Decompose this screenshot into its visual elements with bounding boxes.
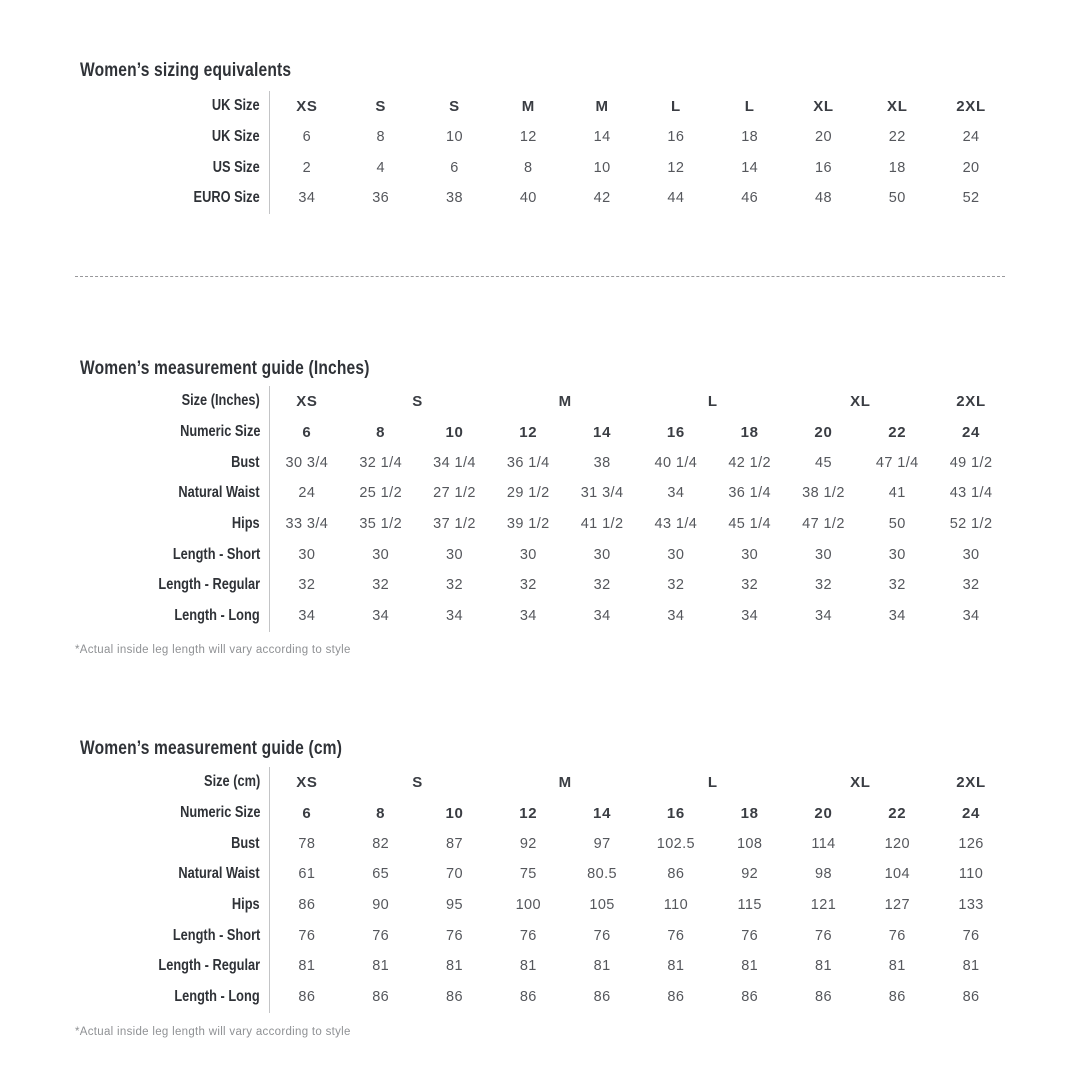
size-value-cell: 86	[519, 989, 537, 1006]
size-value-cell: 115	[737, 897, 762, 914]
measurement-table-inches	[80, 386, 1010, 632]
size-group-header-row	[80, 767, 1010, 798]
row-label: Length - Long	[80, 601, 270, 632]
size-value-cell: 52 1/2	[949, 516, 993, 533]
size-value-cell: 86	[593, 989, 611, 1006]
size-value-cell: 6	[302, 423, 312, 441]
size-group-header: XS	[296, 773, 318, 791]
size-value-cell: 16	[815, 159, 832, 176]
table-row	[80, 798, 1010, 829]
size-value-cell: XL	[886, 97, 908, 115]
row-label: Length - Long	[80, 982, 270, 1013]
table-row	[80, 417, 1010, 448]
size-value-cell: 43 1/4	[654, 516, 698, 533]
size-group-header: 2XL	[956, 392, 986, 410]
size-value-cell: 18	[740, 804, 759, 822]
size-value-cell: 98	[815, 866, 832, 883]
size-group-header: XL	[850, 392, 871, 410]
size-value-cell: 34	[298, 608, 316, 625]
size-value-cell: 29 1/2	[506, 485, 550, 502]
size-value-cell: 14	[741, 159, 759, 176]
size-value-cell: 43 1/4	[949, 485, 993, 502]
size-value-cell: 8	[376, 423, 386, 441]
size-value-cell: 104	[884, 866, 910, 883]
table-row	[80, 982, 1010, 1013]
size-group-header: 2XL	[956, 773, 986, 791]
size-value-cell: 82	[372, 835, 390, 852]
table-row	[80, 920, 1010, 951]
size-value-cell: 81	[446, 958, 463, 975]
size-value-cell: 30	[372, 546, 390, 563]
size-value-cell: 32	[519, 577, 537, 594]
size-group-header: S	[412, 773, 423, 791]
size-value-cell: 86	[667, 989, 685, 1006]
size-value-cell: 76	[593, 927, 611, 944]
size-value-cell: 10	[446, 129, 463, 146]
size-value-cell: 81	[888, 958, 906, 975]
size-value-cell: 32	[446, 577, 463, 594]
size-value-cell: 52	[962, 190, 980, 207]
size-value-cell: 50	[888, 190, 906, 207]
size-value-cell: 76	[667, 927, 685, 944]
size-value-cell: 49 1/2	[949, 454, 993, 471]
size-value-cell: 30	[519, 546, 537, 563]
table-row	[80, 183, 1010, 214]
size-value-cell: 86	[888, 989, 906, 1006]
size-value-cell: 18	[740, 423, 759, 441]
size-value-cell: 48	[815, 190, 832, 207]
size-value-cell: 32	[888, 577, 906, 594]
size-value-cell: 47 1/2	[802, 516, 845, 533]
size-value-cell: S	[375, 97, 387, 115]
size-value-cell: 16	[666, 423, 685, 441]
size-value-cell: 40	[519, 190, 537, 207]
size-value-cell: L	[670, 97, 681, 115]
row-label: US Size	[80, 152, 270, 183]
size-value-cell: 102.5	[656, 835, 696, 852]
size-value-cell: 24	[962, 804, 981, 822]
size-value-cell: 81	[962, 958, 980, 975]
size-value-cell: 76	[741, 927, 759, 944]
row-label: UK Size	[80, 122, 270, 153]
size-value-cell: 34	[741, 608, 759, 625]
size-value-cell: 34	[667, 485, 685, 502]
table-row	[80, 859, 1010, 890]
size-value-cell: 36	[372, 190, 390, 207]
size-value-cell: 86	[741, 989, 759, 1006]
size-value-cell: 18	[888, 159, 906, 176]
size-value-cell: 12	[519, 129, 537, 146]
size-value-cell: 110	[958, 866, 984, 883]
size-value-cell: 110	[663, 897, 689, 914]
row-label: Length - Regular	[80, 570, 270, 601]
size-value-cell: 81	[593, 958, 611, 975]
size-value-cell: 76	[962, 927, 980, 944]
size-value-cell: 86	[298, 989, 316, 1006]
table-row	[80, 539, 1010, 570]
row-label: Hips	[80, 509, 270, 540]
size-value-cell: 92	[519, 835, 537, 852]
size-value-cell: 61	[298, 866, 316, 883]
size-value-cell: 38	[593, 454, 611, 471]
size-value-cell: 34	[667, 608, 685, 625]
size-value-cell: 78	[298, 835, 316, 852]
size-value-cell: XL	[813, 97, 834, 115]
size-value-cell: 16	[666, 804, 685, 822]
size-value-cell: 12	[519, 804, 538, 822]
size-value-cell: 126	[958, 835, 984, 852]
size-value-cell: 30	[962, 546, 980, 563]
table-row	[80, 890, 1010, 921]
size-value-cell: XS	[296, 97, 318, 115]
size-value-cell: 76	[815, 927, 832, 944]
size-value-cell: 86	[667, 866, 685, 883]
size-value-cell: 8	[376, 129, 385, 146]
size-value-cell: 30	[298, 546, 316, 563]
size-value-cell: 45 1/4	[728, 516, 772, 533]
size-value-cell: 22	[888, 423, 907, 441]
row-label: Numeric Size	[80, 798, 270, 829]
size-value-cell: 36 1/4	[728, 485, 772, 502]
size-value-cell: 32	[298, 577, 316, 594]
section-title-measurement-cm: Women’s measurement guide (cm)	[80, 737, 343, 759]
size-value-cell: 46	[741, 190, 759, 207]
size-value-cell: 76	[519, 927, 537, 944]
size-value-cell: 30	[741, 546, 759, 563]
size-group-header: M	[558, 392, 572, 410]
table-row	[80, 478, 1010, 509]
size-value-cell: 87	[446, 835, 463, 852]
size-value-cell: M	[595, 97, 609, 115]
size-value-cell: 34	[519, 608, 537, 625]
row-label: Length - Short	[80, 539, 270, 570]
size-value-cell: 127	[884, 897, 910, 914]
size-value-cell: 133	[958, 897, 984, 914]
size-value-cell: 24	[962, 423, 981, 441]
size-value-cell: 121	[810, 897, 837, 914]
section-title-measurement-inches: Women’s measurement guide (Inches)	[80, 357, 370, 379]
size-value-cell: 12	[667, 159, 685, 176]
size-value-cell: 31 3/4	[580, 485, 624, 502]
section-title-sizing-equivalents: Women’s sizing equivalents	[80, 59, 292, 81]
size-value-cell: 30	[815, 546, 832, 563]
size-value-cell: 41 1/2	[580, 516, 624, 533]
size-value-cell: 20	[962, 159, 980, 176]
row-label: UK Size	[80, 91, 270, 122]
row-label: EURO Size	[80, 183, 270, 214]
size-value-cell: 38	[446, 190, 463, 207]
size-value-cell: 18	[741, 129, 759, 146]
size-value-cell: 76	[298, 927, 316, 944]
size-value-cell: 6	[302, 129, 312, 146]
size-value-cell: 10	[445, 423, 464, 441]
size-group-header: XS	[296, 392, 318, 410]
size-value-cell: S	[449, 97, 460, 115]
row-label: Length - Short	[80, 920, 270, 951]
size-value-cell: 40 1/4	[654, 454, 698, 471]
size-value-cell: 32	[962, 577, 980, 594]
size-value-cell: 32	[815, 577, 832, 594]
row-label: Bust	[80, 447, 270, 478]
size-value-cell: 30	[593, 546, 611, 563]
size-value-cell: 20	[814, 804, 833, 822]
size-value-cell: 6	[302, 804, 312, 822]
size-value-cell: 81	[519, 958, 537, 975]
size-value-cell: 81	[741, 958, 759, 975]
table-row	[80, 447, 1010, 478]
size-value-cell: 2	[302, 159, 312, 176]
size-value-cell: 75	[519, 866, 537, 883]
sizing-equivalents-table	[80, 91, 1010, 214]
size-value-cell: 80.5	[587, 866, 617, 883]
row-label: Length - Regular	[80, 951, 270, 982]
table-row	[80, 122, 1010, 153]
size-value-cell: 30	[446, 546, 463, 563]
size-value-cell: 108	[736, 835, 763, 852]
size-value-cell: 10	[593, 159, 611, 176]
size-value-cell: 24	[962, 129, 980, 146]
size-value-cell: 24	[298, 485, 316, 502]
table-row	[80, 152, 1010, 183]
size-value-cell: 90	[372, 897, 390, 914]
size-value-cell: 76	[446, 927, 463, 944]
size-group-header: L	[707, 773, 718, 791]
size-value-cell: 97	[593, 835, 611, 852]
size-value-cell: 14	[593, 804, 612, 822]
size-value-cell: 34	[593, 608, 611, 625]
size-value-cell: 81	[667, 958, 685, 975]
size-value-cell: 30	[667, 546, 685, 563]
size-value-cell: 42	[593, 190, 611, 207]
section-divider	[75, 276, 1005, 277]
size-value-cell: 25 1/2	[359, 485, 403, 502]
size-value-cell: 14	[593, 129, 611, 146]
size-value-cell: 35 1/2	[359, 516, 403, 533]
size-value-cell: 120	[884, 835, 910, 852]
size-value-cell: 92	[741, 866, 759, 883]
size-group-header: M	[558, 773, 572, 791]
size-value-cell: 86	[298, 897, 316, 914]
table-row	[80, 951, 1010, 982]
row-label: Numeric Size	[80, 417, 270, 448]
row-label: Bust	[80, 828, 270, 859]
size-value-cell: 86	[446, 989, 463, 1006]
size-value-cell: 45	[815, 454, 832, 471]
size-value-cell: 6	[450, 159, 459, 176]
size-value-cell: 12	[519, 423, 538, 441]
size-value-cell: 8	[524, 159, 533, 176]
size-label: Size (cm)	[80, 767, 270, 798]
size-value-cell: 41	[888, 485, 906, 502]
size-group-header: XL	[850, 773, 871, 791]
size-value-cell: 32	[741, 577, 759, 594]
size-value-cell: 76	[888, 927, 906, 944]
size-value-cell: 86	[815, 989, 832, 1006]
size-value-cell: 65	[372, 866, 390, 883]
size-value-cell: 20	[815, 129, 832, 146]
size-value-cell: 32	[667, 577, 685, 594]
row-label: Natural Waist	[80, 859, 270, 890]
size-value-cell: 81	[815, 958, 832, 975]
size-value-cell: 70	[446, 866, 463, 883]
size-value-cell: 50	[888, 516, 906, 533]
size-value-cell: 36 1/4	[506, 454, 550, 471]
size-value-cell: 42 1/2	[728, 454, 772, 471]
size-value-cell: L	[744, 97, 755, 115]
size-value-cell: 4	[376, 159, 385, 176]
size-value-cell: 114	[811, 835, 836, 852]
size-value-cell: 16	[667, 129, 685, 146]
size-value-cell: 34	[815, 608, 832, 625]
size-value-cell: 39 1/2	[506, 516, 550, 533]
size-value-cell: 22	[888, 129, 906, 146]
size-group-header-row	[80, 386, 1010, 417]
size-group-header: L	[707, 392, 718, 410]
size-value-cell: 81	[298, 958, 316, 975]
size-value-cell: 32 1/4	[359, 454, 403, 471]
size-value-cell: 47 1/4	[875, 454, 919, 471]
size-group-header: S	[412, 392, 423, 410]
size-value-cell: 95	[446, 897, 463, 914]
size-value-cell: 86	[962, 989, 980, 1006]
size-value-cell: 38 1/2	[802, 485, 845, 502]
size-value-cell: 34	[888, 608, 906, 625]
footnote-inches: *Actual inside leg length will vary according to style	[75, 644, 351, 656]
size-value-cell: 27 1/2	[433, 485, 476, 502]
size-value-cell: 81	[372, 958, 390, 975]
size-value-cell: 34	[962, 608, 980, 625]
row-label: Natural Waist	[80, 478, 270, 509]
table-row	[80, 509, 1010, 540]
size-value-cell: 14	[593, 423, 612, 441]
footnote-cm: *Actual inside leg length will vary according to style	[75, 1026, 351, 1038]
size-value-cell: 34	[446, 608, 463, 625]
size-value-cell: 100	[515, 897, 541, 914]
size-value-cell: 30	[888, 546, 906, 563]
size-value-cell: 105	[589, 897, 615, 914]
size-value-cell: 34 1/4	[433, 454, 476, 471]
table-row	[80, 570, 1010, 601]
table-row	[80, 91, 1010, 122]
table-row	[80, 828, 1010, 859]
size-value-cell: 33 3/4	[285, 516, 329, 533]
size-value-cell: 20	[814, 423, 833, 441]
size-value-cell: 44	[667, 190, 685, 207]
size-label: Size (Inches)	[80, 386, 270, 417]
size-value-cell: 32	[372, 577, 390, 594]
size-value-cell: M	[521, 97, 535, 115]
size-value-cell: 34	[298, 190, 316, 207]
size-value-cell: 86	[372, 989, 390, 1006]
size-value-cell: 37 1/2	[433, 516, 476, 533]
measurement-table-cm	[80, 767, 1010, 1013]
size-value-cell: 34	[372, 608, 390, 625]
size-value-cell: 2XL	[956, 97, 986, 115]
size-value-cell: 76	[372, 927, 390, 944]
size-value-cell: 30 3/4	[285, 454, 329, 471]
row-label: Hips	[80, 890, 270, 921]
size-value-cell: 32	[593, 577, 611, 594]
size-value-cell: 10	[445, 804, 464, 822]
table-row	[80, 601, 1010, 632]
size-value-cell: 8	[376, 804, 386, 822]
size-value-cell: 22	[888, 804, 907, 822]
